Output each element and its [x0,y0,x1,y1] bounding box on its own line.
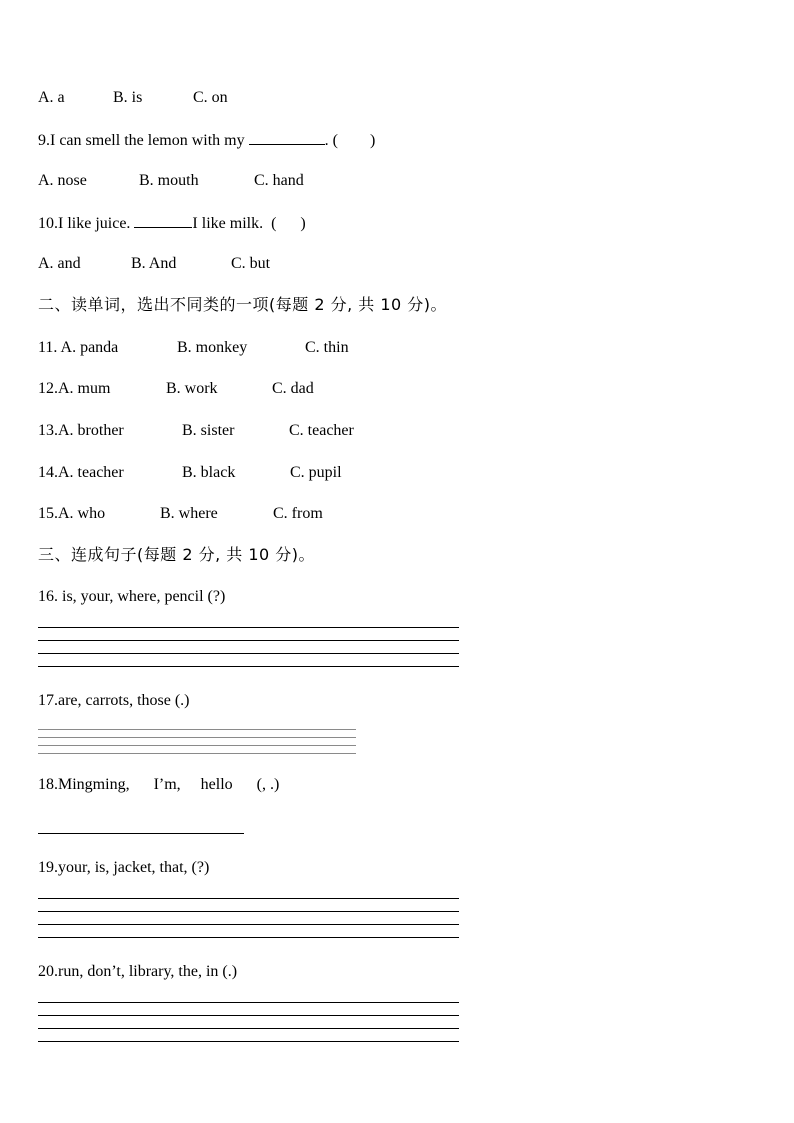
q11-option-c: C. thin [305,339,349,356]
q19-writing-line [38,898,459,899]
q8-option-a: A. a [38,89,65,106]
q14-option-b: B. black [182,464,236,481]
q17-writing-line [38,729,356,730]
q11-option-b: B. monkey [177,339,248,356]
q14-option-c: C. pupil [290,464,342,481]
q9-text-before: 9.I can smell the lemon with my [38,132,249,149]
q14-option-a: 14.A. teacher [38,464,124,481]
q9-answer-blank[interactable] [249,130,325,145]
q10-answer-blank[interactable] [134,213,192,228]
question-18: 18.Mingming, I’m, hello (, .) [38,776,280,793]
q19-writing-line [38,924,459,925]
q20-writing-line [38,1041,459,1042]
q15-option-b: B. where [160,505,218,522]
question-16: 16. is, your, where, pencil (?) [38,588,226,605]
q13-option-c: C. teacher [289,422,354,439]
q20-writing-line [38,1015,459,1016]
section-2-title: 二、读单词，选出不同类的一项(每题 2 分, 共 10 分)。 [38,295,448,314]
q13-option-a: 13.A. brother [38,422,124,439]
q17-writing-line [38,753,356,754]
q9-option-a: A. nose [38,172,87,189]
q19-writing-line [38,911,459,912]
q15-option-c: C. from [273,505,323,522]
q10-text-after: I like milk. ( ) [192,215,306,232]
question-9 [38,130,375,151]
q8-option-b: B. is [113,89,143,106]
q16-writing-line [38,640,459,641]
q12-option-a: 12.A. mum [38,380,111,397]
q13-option-b: B. sister [182,422,235,439]
q11-option-a: 11. A. panda [38,339,119,356]
q9-text-after: . ( ) [324,132,376,149]
q17-writing-line [38,745,356,746]
q16-writing-line [38,627,459,628]
question-19: 19.your, is, jacket, that, (?) [38,859,210,876]
q10-option-a: A. and [38,255,81,272]
q12-option-c: C. dad [272,380,314,397]
q18-writing-line [38,833,244,834]
section-3-title: 三、连成句子(每题 2 分, 共 10 分)。 [38,545,316,564]
q17-writing-line [38,737,356,738]
q10-option-b: B. And [131,255,177,272]
q9-option-b: B. mouth [139,172,199,189]
question-20: 20.run, don’t, library, the, in (.) [38,963,238,980]
q16-writing-line [38,666,459,667]
q16-writing-line [38,653,459,654]
q10-option-c: C. but [231,255,271,272]
q20-writing-line [38,1002,459,1003]
q20-writing-line [38,1028,459,1029]
q12-option-b: B. work [166,380,218,397]
question-17: 17.are, carrots, those (.) [38,692,190,709]
q15-option-a: 15.A. who [38,505,106,522]
question-10 [38,213,306,234]
q19-writing-line [38,937,459,938]
q10-text-before: 10.I like juice. [38,215,135,232]
q9-option-c: C. hand [254,172,304,189]
q8-option-c: C. on [193,89,228,106]
